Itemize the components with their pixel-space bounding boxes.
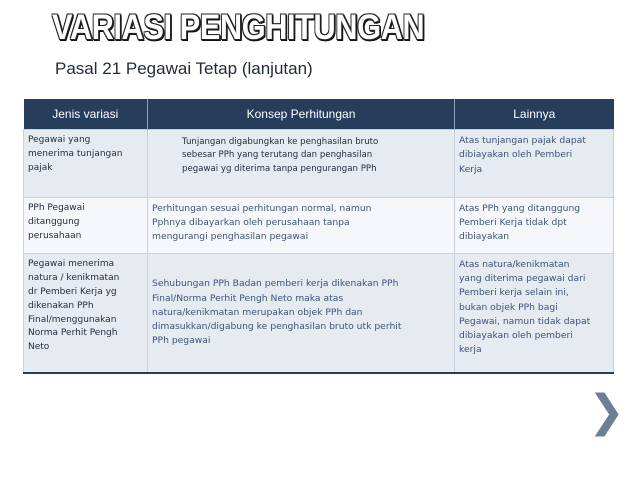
cell-line: ditanggung <box>28 216 80 227</box>
cell-line: Pegawai menerima <box>28 258 115 269</box>
cell-line: bukan objek PPh bagi <box>459 301 558 313</box>
variation-table-container <box>23 99 613 374</box>
cell-line: Sehubungan PPh Badan pemberi kerja dikenakan PPh <box>152 278 399 290</box>
cell-line: Atas tunjangan pajak dapat <box>459 135 586 146</box>
cell-konsep <box>148 253 455 373</box>
cell-line: yang diterima pegawai dari <box>459 273 586 285</box>
cell-line: Neto <box>28 342 50 353</box>
cell-line: Pegawai, namun tidak dapat <box>459 315 591 327</box>
table-row <box>24 197 614 253</box>
cell-line: sebesar PPh yang terutang dan penghasilan <box>182 150 373 161</box>
cell-jenis <box>24 130 148 198</box>
table-row <box>24 130 614 198</box>
cell-line: dibiayakan oleh pemberi <box>459 330 573 342</box>
cell-line: Pemberi kerja selain ini, <box>459 287 569 299</box>
cell-line: pegawai yg diterima tanpa pengurangan PPh <box>182 163 377 174</box>
cell-line: Kerja <box>459 163 483 175</box>
table-row <box>24 253 614 373</box>
cell-line: PPh pegawai <box>152 335 211 347</box>
cell-konsep <box>148 197 455 253</box>
cell-line: Pegawai yang <box>28 135 91 145</box>
cell-line: dibiayakan <box>459 231 510 243</box>
cell-line: pajak <box>28 162 53 173</box>
header-jenis-variasi: Jenis variasi <box>24 99 148 130</box>
cell-line: Pemberi Kerja tidak dpt <box>459 217 567 229</box>
cell-line: Pphnya dibayarkan oleh perusahaan tanpa <box>152 217 350 229</box>
header-konsep-perhitungan: Konsep Perhitungan <box>148 99 455 130</box>
cell-konsep <box>148 130 455 198</box>
cell-lainnya <box>455 197 614 253</box>
cell-line: Perhitungan sesuai perhitungan normal, namun <box>152 202 372 214</box>
cell-lainnya <box>455 130 614 198</box>
cell-line: Atas PPh yang ditanggung <box>459 202 581 214</box>
cell-line: dikenakan PPh <box>28 300 94 311</box>
cell-line: dibiayakan oleh Pemberi <box>459 149 573 161</box>
cell-line: menerima tunjangan <box>28 148 123 159</box>
cell-line: natura/kenikmatan merupakan objek PPh dan <box>152 306 363 318</box>
slide-title: VARIASI PENGHITUNGAN <box>52 8 425 47</box>
chevron-right-icon[interactable]: ❯ <box>588 386 625 437</box>
cell-line: dimasukkan/digabung ke penghasilan bruto utk perhit <box>152 321 402 332</box>
cell-line: perusahaan <box>28 230 82 241</box>
cell-line: kerja <box>459 344 482 356</box>
cell-line: Final/menggunakan <box>28 314 117 325</box>
header-lainnya: Lainnya <box>455 99 614 130</box>
cell-line: Atas natura/kenikmatan <box>459 258 570 270</box>
cell-lainnya <box>455 253 614 373</box>
cell-jenis <box>24 197 148 253</box>
slide-subtitle: Pasal 21 Pegawai Tetap (lanjutan) <box>55 59 313 78</box>
cell-line: natura / kenikmatan <box>28 272 120 283</box>
cell-line: Tunjangan digabungkan ke penghasilan bruto <box>182 137 379 147</box>
cell-line: Final/Norma Perhit Pengh Neto maka atas <box>152 292 344 304</box>
cell-jenis <box>24 253 148 373</box>
cell-line: mengurangi penghasilan pegawai <box>152 231 309 243</box>
table-header-row <box>24 99 614 130</box>
cell-line: dr Pemberi Kerja yg <box>28 286 117 297</box>
variation-table <box>23 99 614 374</box>
cell-line: PPh Pegawai <box>28 202 85 213</box>
cell-line: Norma Perhit Pengh <box>28 328 118 339</box>
